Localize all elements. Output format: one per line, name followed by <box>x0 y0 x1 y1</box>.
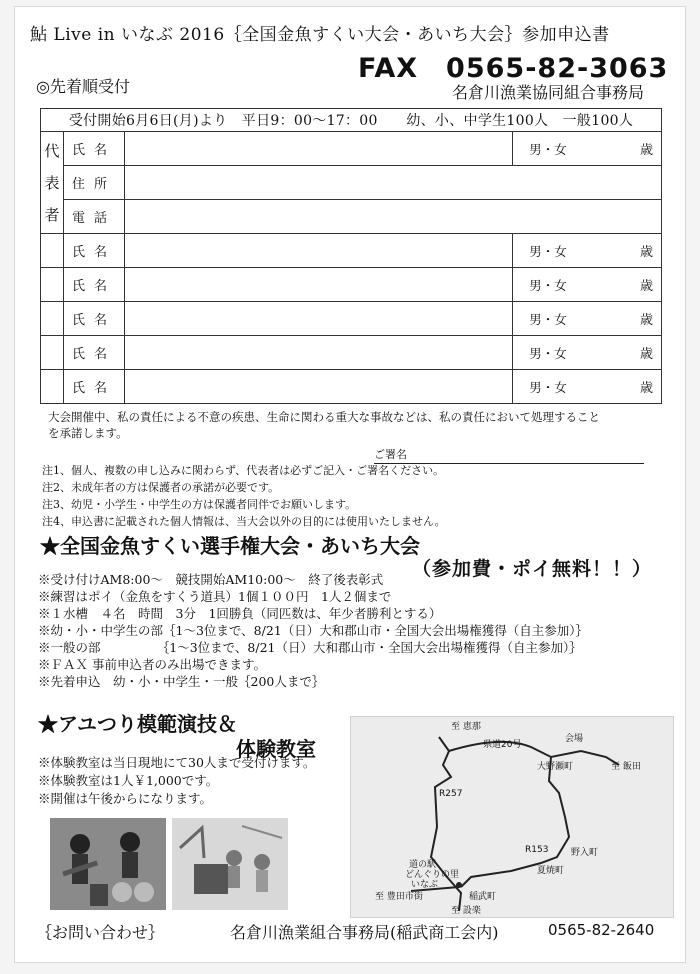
age-field[interactable]: 歳 <box>583 132 662 166</box>
ayu-heading: ★アユつり模範演技＆ <box>38 712 237 736</box>
detail-line: ※体験教室は当日現地にて30人まで受付けます。 <box>38 755 316 770</box>
detail-line: ※幼・小・中学生の部｛1～3位まで、8/21（日）大和郡山市・全国大会出場権獲得（自主参加）｝ <box>38 623 588 638</box>
detail-line: ※一般の部 ｛1～3位まで、8/21（日）大和郡山市・全国大会出場権獲得（自主参加）｝ <box>38 640 582 655</box>
map-label: どんぐりの里 <box>405 870 460 880</box>
map-label: R257 <box>439 789 463 799</box>
age-field[interactable]: 歳 <box>583 234 662 268</box>
note-item: 注1、個人、複数の申し込みに関わらず、代表者は必ずご記入・ご署名ください。 <box>42 464 445 477</box>
note-item: 注3、幼児・小学生・中学生の方は保護者同伴でお願いします。 <box>42 498 357 511</box>
map-label: 道の駅 <box>409 860 437 870</box>
map-label: 県道20号 <box>483 740 522 750</box>
representative-label: 代 表 者 <box>41 132 64 234</box>
detail-line: ※先着申込 幼・小・中学生・一般｛200人まで｝ <box>38 674 325 689</box>
map-label: いなぶ <box>411 880 439 890</box>
age-field[interactable]: 歳 <box>583 302 662 336</box>
gender-choice[interactable]: 男・女 <box>513 370 584 404</box>
contact-label: ｛お問い合わせ｝ <box>36 923 165 942</box>
access-map <box>350 716 674 918</box>
participant-name-field[interactable] <box>125 336 513 370</box>
reception-info: 受付開始6月6日(月)より 平日9：00～17：00 幼、小、中学生100人 一般100人 <box>41 109 662 132</box>
map-label: 至 豊田市街 <box>375 892 423 902</box>
note-item: 注2、未成年者の方は保護者の承諾が必要です。 <box>42 481 280 494</box>
goldfish-subheading: （参加費・ポイ無料！！） <box>412 558 653 580</box>
music-illustration <box>172 818 288 910</box>
map-label: 大野瀬町 <box>537 762 574 772</box>
contact-office: 名倉川漁業組合事務局(稲武商工会内) <box>230 923 499 942</box>
form-title: 鮎 Live in いなぶ 2016｛全国金魚すくい大会・あいち大会｝参加申込書 <box>30 25 610 45</box>
name-label: 氏名 <box>64 336 125 370</box>
goldfish-heading: ★全国金魚すくい選手権大会・あいち大会 <box>40 534 420 558</box>
map-label: 野入町 <box>571 848 599 858</box>
signature-field[interactable]: ご署名 <box>374 446 644 464</box>
detail-line: ※体験教室は1人￥1,000です。 <box>38 773 219 788</box>
gender-choice[interactable]: 男・女 <box>513 268 584 302</box>
phone-label: 電話 <box>64 200 125 234</box>
address-field[interactable] <box>125 166 662 200</box>
map-label: R153 <box>525 845 549 855</box>
detail-line: ※練習はポイ（金魚をすくう道具）1個１００円 1人２個まで <box>38 589 392 604</box>
map-label: 至 飯田 <box>611 762 641 772</box>
gender-choice[interactable]: 男・女 <box>513 132 584 166</box>
gender-choice[interactable]: 男・女 <box>513 336 584 370</box>
participant-name-field[interactable] <box>125 302 513 336</box>
map-label: 稲武町 <box>469 892 497 902</box>
detail-line: ※ＦＡＸ 事前申込者のみ出場できます。 <box>38 657 266 672</box>
detail-line: ※開催は午後からになります。 <box>38 791 213 806</box>
map-label: 夏焼町 <box>537 866 565 876</box>
gender-choice[interactable]: 男・女 <box>513 234 584 268</box>
participant-name-field[interactable] <box>125 234 513 268</box>
address-label: 住所 <box>64 166 125 200</box>
note-item: 注4、申込書に記載された個人情報は、当大会以外の目的には使用いたしません。 <box>42 515 446 528</box>
name-label: 氏名 <box>64 302 125 336</box>
name-label: 氏名 <box>64 370 125 404</box>
name-label: 氏名 <box>64 268 125 302</box>
band-illustration <box>50 818 166 910</box>
consent-statement: 大会開催中、私の責任による不意の疾患、生命に関わる重大な事故などは、私の責任において処理することを承諾します。 <box>48 410 600 440</box>
gender-choice[interactable]: 男・女 <box>513 302 584 336</box>
ayu-heading-2: 体験教室 <box>236 737 316 761</box>
organizer-office: 名倉川漁業協同組合事務局 <box>452 83 645 102</box>
age-field[interactable]: 歳 <box>583 336 662 370</box>
ayu-details <box>38 754 315 808</box>
fax-number: FAX 0565-82-3063 <box>358 53 669 84</box>
age-field[interactable]: 歳 <box>583 268 662 302</box>
participant-name-field[interactable] <box>125 268 513 302</box>
phone-field[interactable] <box>125 200 662 234</box>
goldfish-details <box>38 571 588 690</box>
rep-name-field[interactable] <box>125 132 513 166</box>
detail-line: ※１水槽 ４名 時間 3分 1回勝負（同匹数は、年少者勝利とする） <box>38 606 442 621</box>
map-label: 会場 <box>565 734 584 744</box>
name-label: 氏名 <box>64 234 125 268</box>
application-form-table <box>40 108 662 404</box>
map-label: 至 恵那 <box>451 722 481 732</box>
name-label: 氏名 <box>64 132 125 166</box>
age-field[interactable]: 歳 <box>583 370 662 404</box>
contact-phone[interactable]: 0565-82-2640 <box>548 921 655 939</box>
map-label: 至 設楽 <box>451 906 481 916</box>
notes-list <box>42 462 446 530</box>
participant-name-field[interactable] <box>125 370 513 404</box>
first-come-note: ◎先着順受付 <box>36 77 130 96</box>
detail-line: ※受け付けAM8:00～ 競技開始AM10:00～ 終了後表彰式 <box>38 572 384 587</box>
